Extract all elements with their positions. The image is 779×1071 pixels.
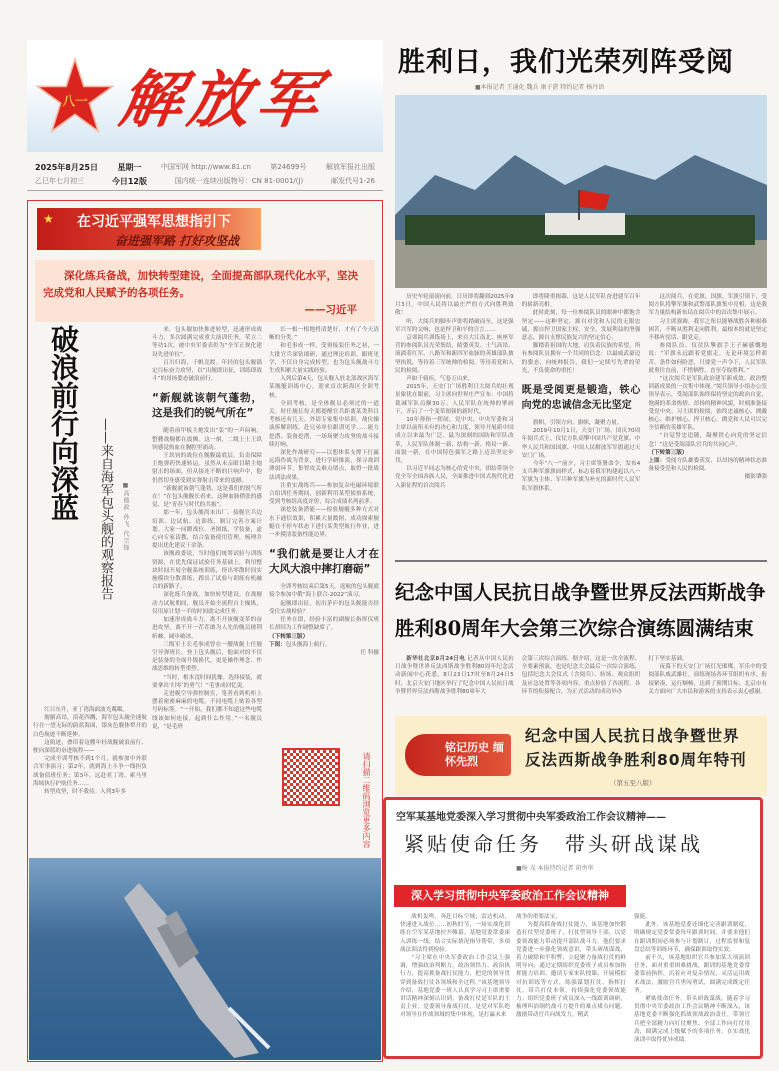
paragraph: 历史车轮滚滚向前，日历即将翻到2025年9月3日，中国人民将以最庄严的方式向胜利致敬！: [395, 294, 514, 317]
paragraph: “这次阅兵是军队政治建军新成效、政治整训新成果的一次集中体现。”阅兵领导小组办公室领导表示，受阅部队始终保持坚定的政治自觉、饱满的革命热情、昂扬的精神风貌，时刻准备接受党中央、习主席的检阅，始终忠诚核心、拥戴核心、维护核心、捍卫核心，做党和人民可以完全信赖的英雄军队。: [648, 376, 768, 432]
second-body: [395, 655, 767, 696]
special-pages: （第五至八版）: [610, 779, 656, 787]
second-col1: [395, 655, 514, 696]
paragraph: 脚踏着祖国的大地，肩负着民族的希望，所有参阅队员拥有一个共同的信念：以最威武豪迈的姿态，向统帅报告，我们一定续写先辈的荣光，不负使命的重托！: [521, 343, 641, 374]
paragraph: 记者从中国人民抗日战争暨世界反法西斯战争胜利80周年纪念活动新闻中心获悉，8月23日17时至8月24日5时，北京天安门地区举行了纪念中国人民抗日战争暨世界反法西斯战争胜利80周年大: [395, 656, 514, 695]
lead-col1: [395, 293, 514, 493]
special-title: [525, 724, 747, 772]
paragraph: 加速形成战斗力，离不开该舰变革的奋进攻坚，离不开一茬茬敢为人先的舰员披荆斩棘、阔步破冰。: [152, 617, 262, 640]
paragraph: 此外，该基地党委还细化完善跟训制度，明确规定党委常委每年跟训时间，并要求他们在跟训期间必须参与计划制订、过程监督和复盘总结等训练环节，确保跟训取得实效。: [634, 922, 750, 953]
paragraph: 走进舰空导弹控制室，笔者看到机柜上摆着密密麻麻的电缆，不同电缆上贴着各型号码标签。“一开始，我们都不知道这些电缆线该如何连接，起到什么作用。”一名舰员说，“是毛班: [152, 690, 262, 730]
qr-code[interactable]: [282, 748, 340, 806]
paragraph: 百川归海，千帆竞渡。年轻的包头舰锚定目标奋力攻坚，以“出舰即出征，训练即战斗”的昂扬姿态破浪前行。: [152, 359, 262, 383]
second-headline[interactable]: 纪念中国人民抗日战争暨世界反法西斯战争胜利80周年大会第三次综合演练圆满结束: [395, 581, 766, 640]
paragraph: 转型攻坚，时不我待。入列3年多: [44, 789, 127, 796]
feature-box: [383, 797, 763, 1059]
special-title-line2: 反法西斯战争胜利80周年特刊: [525, 751, 747, 769]
paragraph: 以习近平同志为核心的党中央，团结带领全党全军全国各族人民，全面推进中国式现代化进入新征程的首次阅兵: [395, 466, 514, 489]
feature-col3: [634, 913, 750, 1053]
quote-text: 深化练兵备战，加快转型建设，全面提高部队现代化水平，坚决完成党和人民赋予的各项任务。: [43, 270, 358, 299]
paragraph: 全训考核，是全体舰员必须过的一道关。时任舰长每天都提醒官兵距离某类科目考核还有几天。外请专家集中培训，战位操演拆解训练，赴兄弟单位跟训见学……能力挖潜、装备挖潜，一场场聚力攻坚的战斗接续打响。: [269, 400, 379, 448]
paragraph: 舰艏高昂，浪花四溅，海军包头舰全速航行在一望无际的蔚蓝海面，银灰色舰体犁开的白色航迹不断延伸。: [33, 715, 147, 738]
dateline: 新华社北京8月24日电: [406, 656, 466, 662]
paragraph: 习主席强调，我军之所以能够战胜各种艰难困苦，不断从胜利走向胜利，最根本的就是坚定不移听党话、跟党走。: [648, 318, 768, 342]
issue-date: 2025年8月25日: [35, 162, 98, 172]
lead-headline[interactable]: 胜利日，我们光荣列阵受阅: [398, 47, 734, 78]
paragraph: 三级军士长毛事成曾在一艘战舰上任舰空导弹班长。登上包头舰后，他面对的不仅是装备的全面升级换代，更是操作理念、作战思维的转型重塑。: [152, 641, 262, 673]
postal-code: 邮发代号1-26: [331, 177, 375, 185]
parade-photo: [395, 95, 767, 288]
continued-note[interactable]: （下转第三版）: [269, 633, 309, 640]
red-star-logo-icon: [35, 56, 115, 136]
second-col2: [522, 655, 641, 696]
paragraph: 完成全训考核不到1个月，就参加中外联合军事演习；第2年，就到海上斗争一线担负战备值班任务；第3年，远赴亚丁湾、索马里海域执行护航任务……: [33, 756, 147, 787]
lunar-date: 乙巳年七月初三: [35, 177, 84, 185]
continued-note[interactable]: （下转第三版）: [648, 449, 688, 456]
feature-col2: [516, 913, 626, 1053]
paragraph: “当时，根本没时间犹豫。选择接装，就要拿出‘归零’的勇气！”毛事成回忆说。: [152, 674, 262, 689]
paragraph: 2015年，天安门广场胜利日大阅兵的壮观景象犹在眼前，习主席向世界庄严宣布：中国将裁减军队员额30万。人民军队在统帅的擘画下，开启了一个变革图强的新时代。: [395, 384, 514, 415]
paragraph: 深化练兵备战，加快转型建设。在战舰动力试航期间，舰员开始全流程自主操纵，仅用原计划一半的时间就完成任务。: [152, 592, 262, 615]
paragraph: 王玖钧的战位在舰舰最底层，负责保障主炮弹药快速转运。虽然从未亲眼目睹主炮射击的场面，但从接连不断的巨响声中，他仍然切身感受到实弹射击带来的震撼。: [152, 453, 262, 484]
paragraph: 入列后第4天，包头舰入驻北部战区海军某舰艇训练中心，迎来首次跨海区全训考核。: [269, 376, 379, 399]
feature-title[interactable]: 紧贴使命任务 带头研战谋战: [404, 832, 703, 856]
subheading: “新舰就该朝气蓬勃，这是我们的锐气所在”: [152, 392, 262, 420]
paragraph: 深挖装备潜能——检验舰艇多种方式对水下通信效果，积累大量数据，成功探索舰艇在不停车状态下进行某类型航行作业，进一步摸清装备性能边界。: [269, 507, 379, 539]
paragraph: 打下坚实基础。: [648, 656, 688, 662]
feature-kicker: 空军某基地党委深入学习贯彻中央军委政治工作会议精神——: [396, 812, 666, 823]
paragraph: 随着前甲板主炮发出“轰”的一声闷响，整艘战舰都在震颤。这一刻，二级上士王玖钧感觉热血在胸腔里涌动。: [152, 428, 262, 451]
paragraph: 声如千骑疾，气卷万山来。: [406, 376, 474, 383]
paragraph: “习主席在中央军委政治工作会议上强调，增强政治判断力、政治领悟力、政治执行力，提高抓备战打仗能力，把党的领导贯穿到备战打仗各领域和全过程。”该基地领导介绍，基地党委一班人认真学习习主席重要讲话精神深刻认识到，备战打仗是军队的主责主业，党委领导备战打仗，是党对军队绝对领导在作战领域的集中体现，是打赢未来: [400, 955, 510, 1019]
ship-photo: [29, 858, 381, 1060]
special-logo: 铭记历史 缅怀先烈: [405, 734, 511, 776]
lead-col3: [648, 293, 767, 493]
byline: ■高德政 孙飞 代宗锋: [122, 482, 129, 552]
paragraph: 10年弹指一挥间，党中央、中央军委和习主席以前所未有的决心和力度，领导开展新中国成立以来最为广泛、最为深刻的国防和军队改革，人民军队体制一新、结构一新、格局一新、面貌一新，在中国特色强军之路上迈出坚定步伐。: [395, 417, 514, 465]
special-title-line1: 纪念中国人民抗日战争暨世界: [525, 727, 740, 745]
publisher: 解放军报社出版: [325, 163, 375, 171]
paragraph: 深化作战研究——以想体系支撑下打赢远海作战为背景，进行学研推演，探寻战训薄弱环节，集智攻关难点堵点，取得一批战法训法成果。: [269, 450, 379, 481]
photo-caption: 受阅方队雄姿英发，以昂扬的精神状态准备接受党和人民的检阅。: [648, 458, 767, 473]
paragraph: “新舰就该朝气蓬勃，这是我们的锐气所在！”在包头舰舰长看来，这种血脉偾张的感觉，是“青春与时代的共振”。: [152, 485, 262, 509]
caption-label: 上图：: [648, 458, 666, 465]
paragraph: 战争的重要法宝。: [516, 914, 561, 920]
paragraph: 来，包头舰加快推进转型，迅速形成战斗力，多次圆满完成重大演训任务，荣立二等功1次，被中央军委表彰为“全军正规化建设先进单位”。: [152, 327, 262, 358]
caption-label: 下图：: [269, 641, 286, 648]
paragraph: 那一年，包头舰尚未出厂。接舰官兵边培训、边试航、边训练，制订完善方案计划。大家一同蹲战位、圣图纸、学装备，虚心向专家请教，结合装备使用管理，梳理并提出优化建议干余条。: [152, 510, 262, 550]
photo-credit: 摄影肇强: [744, 474, 768, 481]
paragraph: 此时此刻，每一位参阅队员的眼神中都饱含坚定——这种坚定，源自对党和人民的无限忠诚，源自捍卫国家主权、安全、发展利益的坚强意志，源自支撑民族复兴的坚定信心。: [521, 310, 641, 342]
paragraph: 会第三次综合演练。据介绍，这是一次全流程、全要素预演，也是纪念大会最后一次综合演练，包括纪念大会仪式（含阅兵）、转场、观众组织及应急处置等各项内容，重点检验了各流程、各环节的衔接配合，为正式活动的成功举办: [521, 656, 641, 695]
star-lettering: 八一: [62, 94, 88, 110]
paragraph: 该舰政委说，当时他们统筹试验与训练资源，在优先保证试验任务基础上，利用整块时间开展全舰系统训练，挤出零散时间实施模块分散训练，蹚出了试验与训练有机融合的新路子。: [152, 551, 262, 591]
issue-number: 第24699号: [270, 163, 307, 171]
banner-line1: 在习近平强军思想指引下: [77, 214, 231, 230]
paragraph: 夜幕下的天安门广场灯光璀璨，军乐中的受阅部队威武雄壮。演练现场各环节组织有序，衔接紧凑，运行顺畅，达到了预期目标。北京市有关方面向广大市民和游客的支持表示衷心感谢。: [648, 664, 768, 695]
masthead: [27, 40, 383, 152]
left-col1: [33, 706, 147, 796]
paragraph: 任务在即，经验丰富的副舰长指挥仪班长却因为工作调整缺席了。: [269, 617, 379, 632]
lead-col2: [522, 293, 641, 493]
paragraph: 2019年10月1日，天安门广场，国庆70周年阅兵式上，仪仗方队高擎中国共产党党旗、中华人民共和国国旗、中国人民解放军军旗通过天安门广场。: [521, 428, 641, 459]
qr-prompt: 请扫描二维码浏览更多内容: [362, 752, 371, 848]
banner-line2: 奋进强军路 打好攻坚战: [115, 234, 240, 248]
section-divider: [395, 560, 767, 562]
paragraph: 紧贴使命任务，带头研战谋战。随着学习贯彻中央军委政治工作会议精神不断深入，该基地党委不断强化抓战领战政治责任，带领官兵把全部精力向打仗聚焦、全部工作向打仗用劲，圆满完成上级赋予的多项任务，在实战化演训中取得优异成绩。: [634, 996, 750, 1044]
left-col3: [269, 326, 379, 746]
newspaper-name-logo: 解放军报: [115, 63, 330, 136]
paragraph: 强能。: [634, 914, 651, 920]
left-col2: [152, 326, 262, 858]
masthead-info: [35, 160, 375, 188]
paragraph: 听，大阅兵的脚步声即将踏破而至，这是强军兴军的交响，也是捍卫和平的宣言……: [395, 318, 514, 333]
weekday: 星期一: [117, 162, 142, 172]
subheading: 既是受阅更是锻造，铁心向党的忠诚信念无比坚定: [521, 385, 641, 412]
feature-byline: ■杨 戎 本报特约记者 胡勇华: [516, 865, 594, 872]
quote-box: [35, 260, 375, 322]
paragraph: 即将隆重揭幕，这是人民军队奋进建军百年的崭新亮相。: [521, 294, 641, 309]
article-subtitle: ——来自海军包头舰的观察报告: [98, 418, 113, 600]
paragraph: 注重实战练兵——参加复杂电磁环境联合组训任务期间，创新利用某型侦察系统，受到考核组高度评价，综合成绩名列前茅。: [269, 482, 379, 506]
paragraph: 这次阅兵，在党旗、国旗、军旗引领下，受阅方队将擎军旗和武警部队旗集中亮相，这是我军力量结构新布局在阅兵中的首次集中展示。: [648, 294, 768, 317]
quote-author: ——习近平: [304, 304, 357, 316]
column-banner: [37, 208, 261, 250]
page-count: 今日12版: [111, 176, 147, 186]
special-issue-banner[interactable]: [395, 716, 767, 796]
paragraph: 今年“八一”前夕，习主席签署命令，发布4支兵种军旗旗面样式，标志着我军构建起以八一军旗为主体、军兵种军旗为补充的新时代人民军队军旗体系。: [521, 461, 641, 492]
feature-col1: [400, 913, 510, 1053]
warship-image: [29, 858, 381, 1060]
cn-number: 国内统一连续出版物号：CN 81-0001/(J): [174, 177, 304, 185]
paragraph: 旗帜，引领方向。旗帜，凝聚力量。: [532, 420, 623, 427]
feature-tag: 深入学习贯彻中央军委政治工作会议精神: [394, 885, 626, 907]
subheading: “我们就是要让人才在大风大浪中摔打磨砺”: [269, 548, 379, 576]
website[interactable]: 中国军网 http://www.81.cn: [160, 163, 251, 171]
paragraph: 全训考核结束后第5天，返航的包头舰就接令参加中俄“海上联合-2022”演习。: [269, 584, 379, 599]
paragraph: 战机轰鸣，奔赴目标空域；雷达机动，快速进入战位……初秋时节，一场实战化训练在空军某基地拉开帷幕。基地党委常委深入训练一线，结合实际情况指导帮带，多项战法训法得到检验。: [400, 914, 510, 953]
paragraph: 京郊阅兵训练场上，来自大江南北、座座军营的参阅队员光荣集结，睛姿英发、士气高昂。流淌着红军、八路军和新四军血脉的英雄部队披坚执锐，等待着三军统帅的检阅，等待着党和人民的检阅。: [395, 335, 514, 374]
paragraph: 参阅队员、仪仗队擎旗手王子赫感慨地说：“军旗永远跟着党旗走。无论环境怎样艰苦、条件如何险恶，只要党一声令下，人民军队就勇往直前，不惜牺牲，直至夺取胜利。”: [648, 343, 768, 374]
star-icon: ★: [43, 212, 54, 226]
paragraph: 红日东升，亚丁湾海面波光粼粼。: [44, 707, 129, 713]
lead-body: [395, 293, 767, 493]
paragraph: 长一根一根地捋清楚好，才有了今天清晰的分类。”: [269, 327, 379, 342]
paragraph: 为提高抓备战打仗能力，该基地加快锻造打仗型党委班子，打仗型领导干部，以党委领战能力带动提升部队战斗力。他们要求党委进一步强化领战意识，带头研战谋战，着力破除和平积弊，立起聚力备战打仗的鲜明导向；通过定期组织党委班子成员参加指挥能力培训、邀请专家来队授课、开展模拟对抗训练等方式，练强谋划打仗、指挥打仗、带兵打仗本领，持续强化党委领战能力；组织党委班子成员深入一线跟训调研，梳理纠治制约战斗力提升的难点堵点问题，激励带动官兵向战发力，精武: [516, 922, 626, 1019]
second-col3: [648, 655, 767, 696]
article-title[interactable]: 破浪前行向深蓝: [47, 325, 80, 521]
divider: [27, 190, 383, 191]
paragraph: 起舰即出征，初出茅庐的包头舰能否经受住实战检验？: [269, 600, 379, 615]
paragraph: 这航迹，叠印着这艘年轻战舰破浪前行、驶向深蓝的奋进航程——: [33, 739, 147, 755]
photo-caption: 包头舰海上航行。: [285, 641, 331, 648]
paragraph: 前不久，该基地组织官兵参加某大项演训任务，面对重重困难挑战，跟训的基地党委常委靠前指挥，沉着应对复杂情况，灵活运用战术战法，激励官兵勇闯勇试，圆满完成既定任务。: [634, 955, 750, 994]
paragraph: 和毛事成一样，受领接装任务之初，一大批官兵深钻细研，通过理论培训、跟班见学，不仅自身完成转型，也为包头舰战斗力生成积累大量实践经验。: [269, 343, 379, 375]
photo-credit: 任 科摄: [360, 649, 379, 656]
paragraph: “自觉誓忠追随，凝聚铁心向党的坚定信念！”这是受阅部队官兵的共同心声。: [648, 433, 768, 448]
lead-byline: ■本报记者 王通化 魏兵 康子湛 特约记者 杨丹语: [475, 84, 605, 91]
